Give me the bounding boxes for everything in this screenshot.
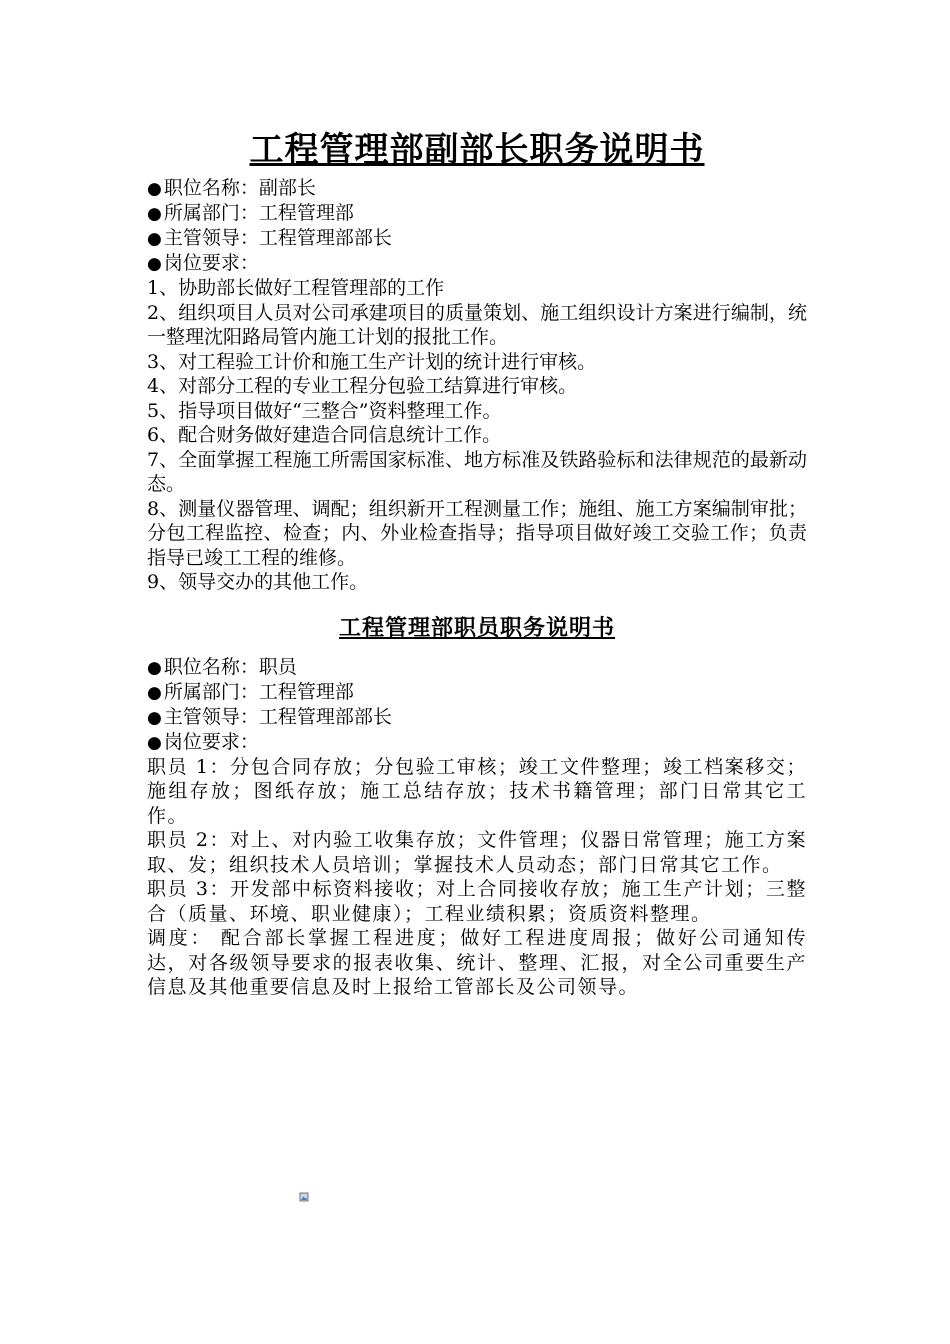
list-item: 2、组织项目人员对公司承建项目的质量策划、施工组织设计方案进行编制，统一整理沈阳路局管内施工计划的报批工作。 xyxy=(147,301,807,348)
list-item: 7、全面掌握工程施工所需国家标准、地方标准及铁路验标和法律规范的最新动态。 xyxy=(147,448,807,495)
section2-fields xyxy=(147,655,807,755)
field-position-name: ● 职位名称：职员 xyxy=(147,655,807,680)
document-page xyxy=(147,128,807,1000)
list-item: 8、测量仪器管理、调配；组织新开工程测量工作；施组、施工方案编制审批；分包工程监控、检查；内、外业检查指导；指导项目做好竣工交验工作；负责指导已竣工工程的维修。 xyxy=(147,497,807,569)
list-item: 职员 1：分包合同存放；分包验工审核；竣工文件整理；竣工档案移交；施组存放；图纸存放；施工总结存放；技术书籍管理；部门日常其它工作。 xyxy=(147,755,807,827)
field-requirements: ● 岗位要求： xyxy=(147,251,807,276)
field-supervisor: ● 主管领导：工程管理部部长 xyxy=(147,705,807,730)
field-department: ● 所属部门：工程管理部 xyxy=(147,201,807,226)
list-item: 调度： 配合部长掌握工程进度；做好工程进度周报；做好公司通知传达，对各级领导要求的报表收集、统计、整理、汇报，对全公司重要生产信息及其他重要信息及时上报给工管部长及公司领导。 xyxy=(147,927,807,998)
section1-items xyxy=(147,276,807,595)
list-item: 4、对部分工程的专业工程分包验工结算进行审核。 xyxy=(147,375,578,397)
list-item: 职员 3：开发部中标资料接收；对上合同接收存放；施工生产计划；三整合（质量、环境、职业健康）；工程业绩积累；资质资料整理。 xyxy=(147,878,807,925)
section1-title: 工程管理部副部长职务说明书 xyxy=(249,130,705,170)
section2-title: 工程管理部职员职务说明书 xyxy=(338,614,615,641)
list-item: 1、协助部长做好工程管理部的工作 xyxy=(147,277,445,299)
section2-items xyxy=(147,755,807,1000)
field-department: ● 所属部门：工程管理部 xyxy=(147,680,807,705)
field-supervisor: ● 主管领导：工程管理部部长 xyxy=(147,226,807,251)
small-image-icon xyxy=(299,1192,309,1202)
list-item: 9、领导交办的其他工作。 xyxy=(147,571,369,593)
field-requirements: ● 岗位要求： xyxy=(147,730,807,755)
list-item: 3、对工程验工计价和施工生产计划的统计进行审核。 xyxy=(147,350,597,373)
section1-fields xyxy=(147,176,807,276)
field-position-name: ● 职位名称：副部长 xyxy=(147,176,807,201)
list-item: 5、指导项目做好“三整合”资料整理工作。 xyxy=(147,399,502,422)
list-item: 职员 2：对上、对内验工收集存放；文件管理；仪器日常管理；施工方案取、发；组织技术人员培训；掌握技术人员动态；部门日常其它工作。 xyxy=(147,829,807,876)
list-item: 6、配合财务做好建造合同信息统计工作。 xyxy=(147,424,502,446)
